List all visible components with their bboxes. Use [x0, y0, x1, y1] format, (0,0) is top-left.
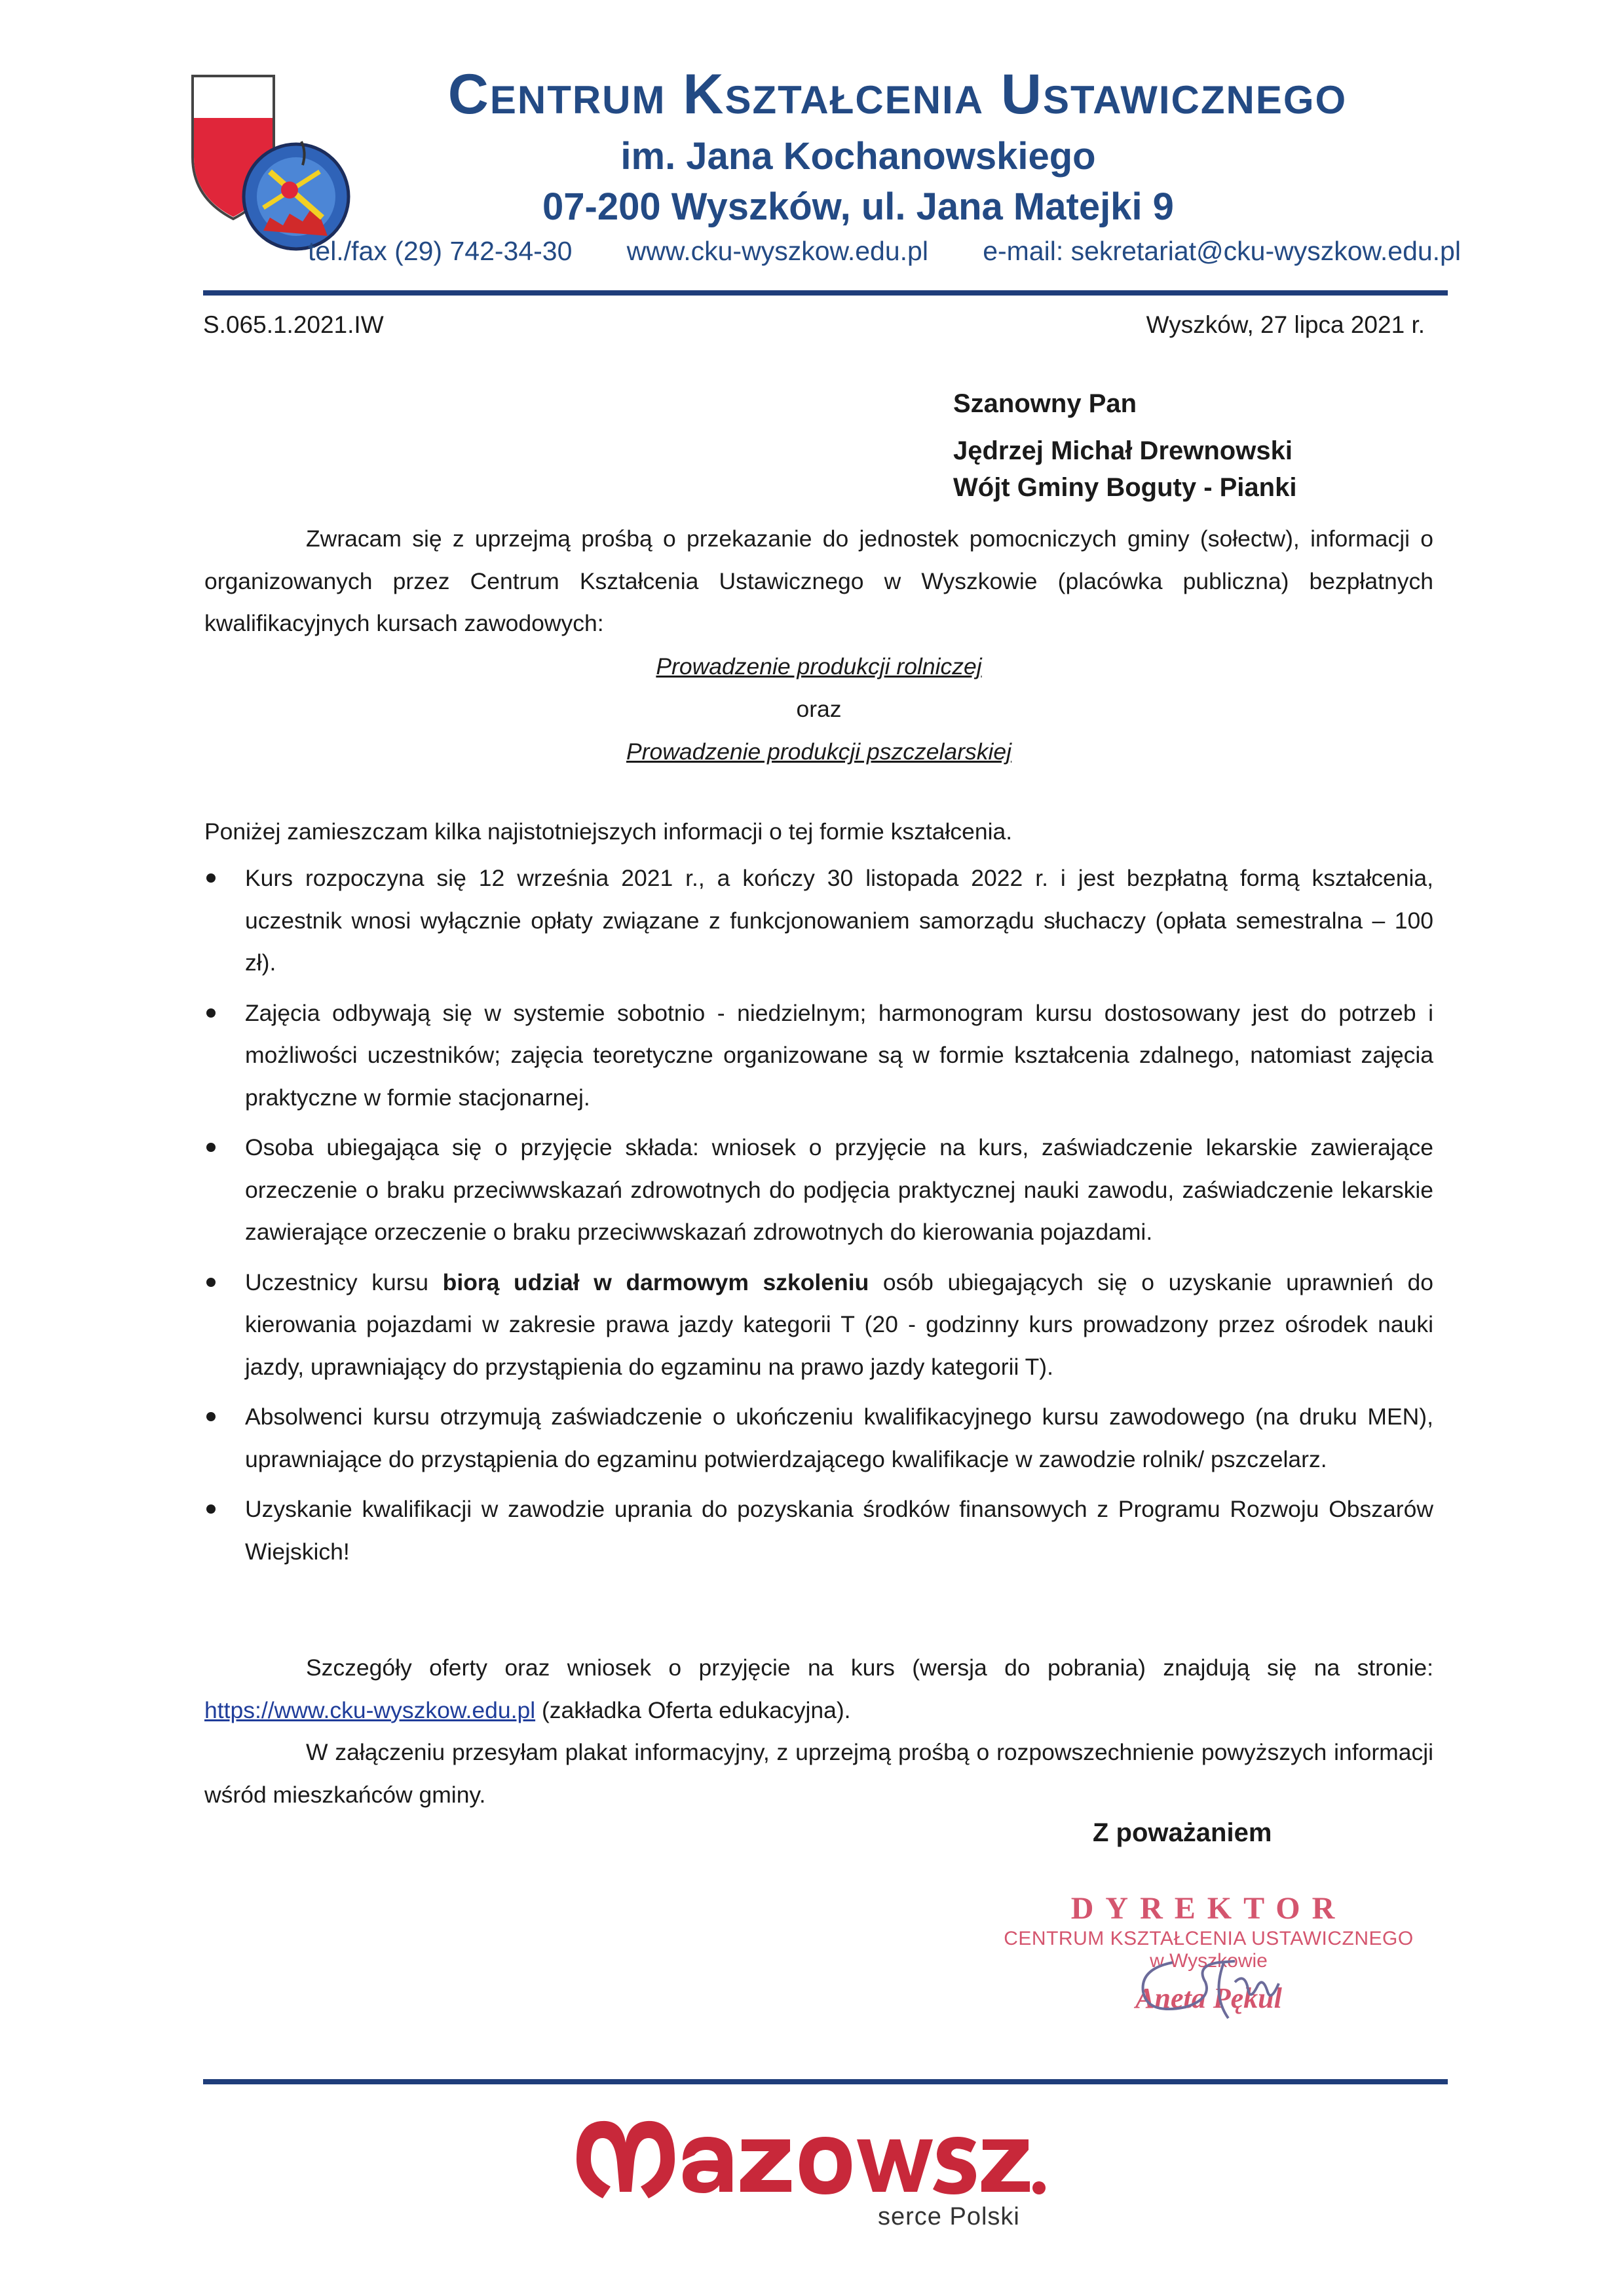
details-pre: Szczegóły oferty oraz wniosek o przyjęcie na kurs (wersja do pobrania) znajdują się na stronie: [306, 1655, 1433, 1681]
stamp-name: Aneta Pękul [1135, 1982, 1282, 2014]
course-2 [204, 731, 1433, 773]
letter-date: Wyszków, 27 lipca 2021 r. [1146, 311, 1425, 338]
stamp-city: w Wyszkowie [1150, 1950, 1268, 1972]
course-conjunction: oraz [796, 696, 842, 722]
stamp-title: DYREKTOR [1070, 1891, 1347, 1926]
email-address[interactable]: e-mail: sekretariat@cku-wyszkow.edu.pl [983, 236, 1461, 266]
course-1-title: Prowadzenie produkcji rolniczej [656, 653, 982, 679]
course-facts-list [204, 857, 1433, 1580]
list-item: Absolwenci kursu otrzymują zaświadczenie o ukończeniu kwalifikacyjnego kursu zawodowego (na druku MEN), uprawniające do przystąpienia do egzaminu potwierdzającego kwalifikacje w zawodzie rolnik/ pszczelarz. [204, 1396, 1433, 1480]
list-item: Uzyskanie kwalifikacji w zawodzie uprania do pozyskania środków finansowych z Programu Rozwoju Obszarów Wiejskich! [204, 1488, 1433, 1573]
crest-icon [191, 73, 355, 254]
details-paragraph [204, 1647, 1433, 1731]
fact-4-bold: biorą udział w darmowym szkoleniu [442, 1269, 869, 1295]
fact-4-post: osób ubiegających się o uzyskanie uprawnień do kierowania pojazdami w zakresie prawa jazdy kategorii T (20 - godzinny kurs prowadzony przez ośrodek nauki jazdy, uprawniający do przystąpienia do egzaminu na prawo jazdy kategorii T). [245, 1269, 1434, 1380]
closing-phrase: Z poważaniem [1093, 1818, 1272, 1847]
list-item: Kurs rozpoczyna się 12 września 2021 r., a kończy 30 listopada 2022 r. i jest bezpłatną formą kształcenia, uczestnik wnosi wyłącznie opłaty związane z funkcjonowaniem samorządu słuchaczy (opłata semestralna – 100 zł). [204, 857, 1433, 984]
brand-tagline: serce Polski [878, 2203, 1020, 2230]
details-post: (zakładka Oferta edukacyjna). [535, 1696, 851, 1723]
attachment-paragraph: W załączeniu przesyłam plakat informacyjny, z uprzejmą prośbą o rozpowszechnienie powyższych informacji wśród mieszkańców gminy. [204, 1739, 1433, 1808]
intro-paragraph: Zwracam się z uprzejmą prośbą o przekazanie do jednostek pomocniczych gminy (sołectw), informacji o organizowanych przez Centrum Kształcenia Ustawicznego w Wyszkowie (placówka publiczna) bezpłatnych kwalifikacyjnych kursach zawodowych: [204, 526, 1433, 636]
handwritten-signature-icon [1114, 1936, 1323, 2035]
institution-name: Centrum Kształcenia Ustawicznego [447, 63, 1348, 126]
recipient-greeting: Szanowny Pan [953, 389, 1137, 418]
list-item [204, 1261, 1433, 1388]
website-link[interactable]: www.cku-wyszkow.edu.pl [626, 236, 928, 266]
recipient-block [953, 385, 1296, 506]
mazowsze-logo-icon [576, 2113, 1048, 2205]
institution-patron: im. Jana Kochanowskiego [620, 135, 1096, 178]
list-item: Osoba ubiegająca się o przyjęcie składa: wniosek o przyjęcie na kurs, zaświadczenie lekarskie zawierające orzeczenie o braku przeciwwskazań zdrowotnych do podjęcia praktycznej nauki zawodu, zaświadczenie lekarskie zawierające orzeczenie o braku przeciwwskazań zdrowotnych do kierowania pojazdami. [204, 1126, 1433, 1253]
stamp-organization: CENTRUM KSZTAŁCENIA USTAWICZNEGO [1004, 1928, 1414, 1949]
recipient-name: Jędrzej Michał Drewnowski [953, 436, 1293, 465]
phone-fax: tel./fax (29) 742-34-30 [308, 236, 573, 266]
course-1 [204, 645, 1433, 688]
contact-row [308, 236, 1461, 267]
footer-divider [203, 2079, 1448, 2084]
recipient-position: Wójt Gminy Boguty - Pianki [953, 473, 1297, 502]
lead-paragraph: Poniżej zamieszczam kilka najistotniejszych informacji o tej formie kształcenia. [204, 818, 1013, 845]
course-2-title: Prowadzenie produkcji pszczelarskiej [626, 738, 1011, 765]
reference-number: S.065.1.2021.IW [203, 311, 384, 338]
institution-address: 07-200 Wyszków, ul. Jana Matejki 9 [542, 185, 1174, 228]
list-item: Zajęcia odbywają się w systemie sobotnio - niedzielnym; harmonogram kursu dostosowany jest do potrzeb i możliwości uczestników; zajęcia teoretyczne organizowane są w formie kształcenia zdalnego, natomiast zajęcia praktyczne w formie stacjonarnej. [204, 992, 1433, 1119]
header-divider [203, 290, 1448, 296]
website-url-link[interactable]: https://www.cku-wyszkow.edu.pl [204, 1696, 536, 1723]
fact-4-pre: Uczestnicy kursu [245, 1269, 443, 1295]
